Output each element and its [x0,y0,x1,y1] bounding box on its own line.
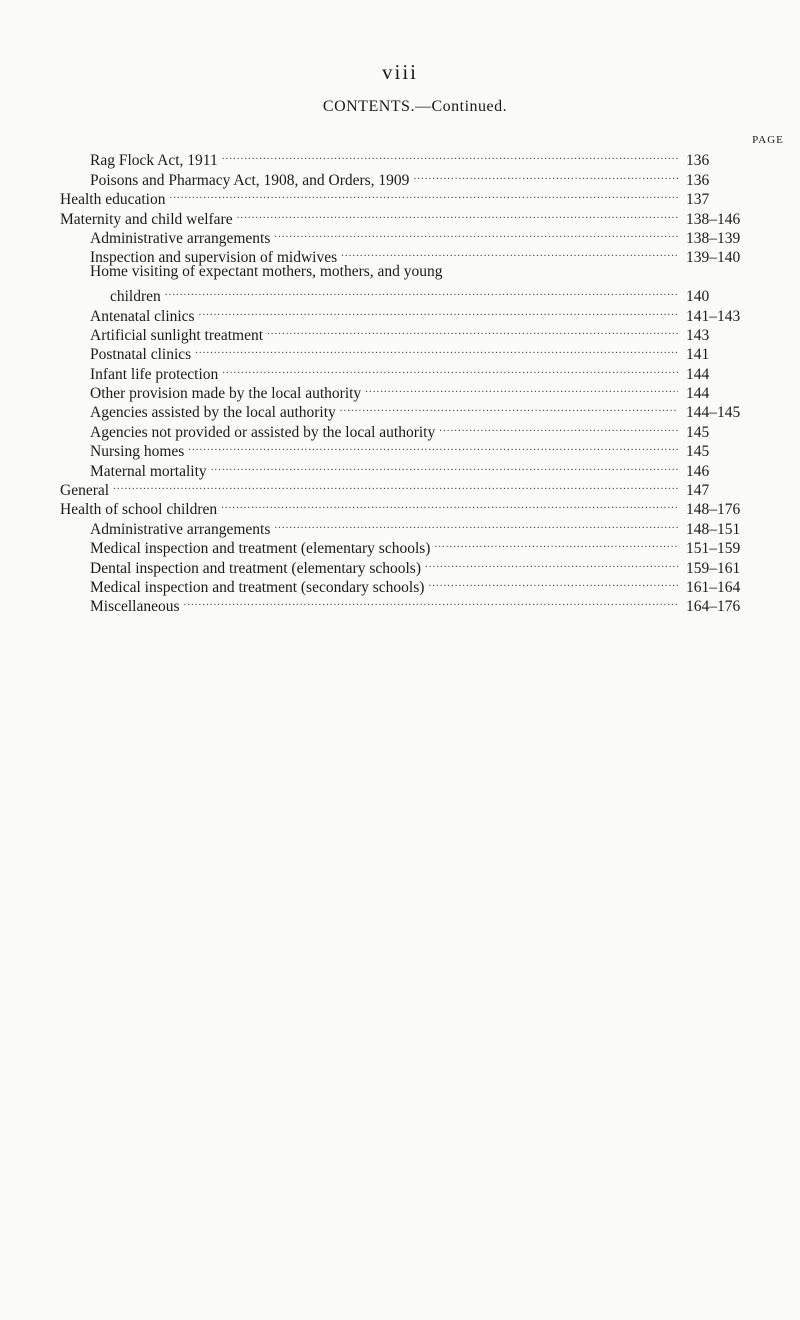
toc-entry-title: Administrative arrangements [90,229,271,247]
toc-entry-page: 143 [686,326,710,344]
toc-entry [60,476,770,500]
toc-entry-page: 141–143 [686,307,741,325]
toc-entry-page: 164–176 [686,598,741,616]
toc-entry-title: Health of school children [60,501,218,519]
toc-entry [60,262,770,281]
toc-entry-page: 147 [686,482,710,500]
toc-entry-page: 159–161 [686,559,741,577]
page-column-label: PAGE [752,134,784,146]
toc-entry-title: Medical inspection and treatment (secondary schools) [90,578,425,596]
toc-entry-title: Dental inspection and treatment (elementary schools) [90,559,421,577]
toc-entry-title: Antenatal clinics [90,307,195,325]
toc-entry-page: 136 [686,152,710,170]
contents-heading: CONTENTS.—Continued. [322,98,508,115]
toc-entry-page: 144 [686,385,710,403]
dot-leader [365,379,678,398]
dot-leader [222,146,678,165]
toc-entry-title: Other provision made by the local authority [90,385,362,403]
toc-entry-title: Medical inspection and treatment (elementary schools) [90,540,431,558]
toc-entry-page: 138–139 [686,229,741,247]
toc-entry-title: Nursing homes [90,443,185,461]
toc-entry-page: 140 [686,288,710,306]
toc-entry-page: 139–140 [686,249,741,267]
dot-leader [434,534,678,553]
toc-entry-title: Home visiting of expectant mothers, mothers, and young [90,263,443,281]
toc-entry-page: 145 [686,443,710,461]
toc-entry-title: Maternity and child welfare [60,210,233,228]
toc-entry-title: Rag Flock Act, 1911 [90,152,218,170]
toc-entry-page: 146 [686,462,710,480]
dot-leader [165,282,678,301]
toc-entry-page: 138–146 [686,210,741,228]
dot-leader [428,573,678,592]
toc-entry-page: 148–151 [686,520,741,538]
toc-entry-title: Agencies not provided or assisted by the local authority [90,423,436,441]
toc-entry-title: Agencies assisted by the local authority [90,404,336,422]
toc-entry-page: 145 [686,423,710,441]
toc-entry [60,146,770,170]
toc-entry-title: Artificial sunlight treatment [90,326,264,344]
page-number: viii [381,60,418,84]
dot-leader [274,224,678,243]
toc-entry-page: 161–164 [686,578,741,596]
toc-entry-title: children [110,288,161,306]
toc-entry-title: Administrative arrangements [90,520,271,538]
toc-entry-title: Miscellaneous [90,598,180,616]
toc-entry-page: 144–145 [686,404,741,422]
dot-leader [340,398,678,417]
table-of-contents [60,146,770,616]
dot-leader [237,204,678,223]
dot-leader [413,165,678,184]
toc-entry-title: General [60,482,110,500]
dot-leader [211,456,678,475]
toc-entry [60,495,770,519]
toc-entry-title: Postnatal clinics [90,346,192,364]
dot-leader [113,476,678,495]
toc-entry-page: 148–176 [686,501,741,519]
dot-leader [425,553,678,572]
dot-leader [439,417,678,436]
dot-leader [188,437,678,456]
toc-entry-page: 144 [686,365,710,383]
dot-leader [199,301,678,320]
toc-entry-page: 136 [686,171,710,189]
dot-leader [222,359,678,378]
toc-entry-title: Inspection and supervision of midwives [90,249,338,267]
dot-leader [184,592,678,611]
toc-entry-title: Health education [60,191,166,209]
dot-leader [274,514,678,533]
dot-leader [267,321,678,340]
toc-entry-page: 141 [686,346,710,364]
toc-entry [60,204,770,228]
toc-entry-title: Maternal mortality [90,462,207,480]
toc-entry [60,282,770,306]
dot-leader [195,340,678,359]
dot-leader [341,243,678,262]
toc-entry-page: 137 [686,191,710,209]
toc-entry-title: Infant life protection [90,365,219,383]
toc-entry-title: Poisons and Pharmacy Act, 1908, and Orders, 1909 [90,171,410,189]
dot-leader [169,185,678,204]
toc-entry-page: 151–159 [686,540,741,558]
dot-leader [221,495,678,514]
toc-entry [60,301,770,325]
